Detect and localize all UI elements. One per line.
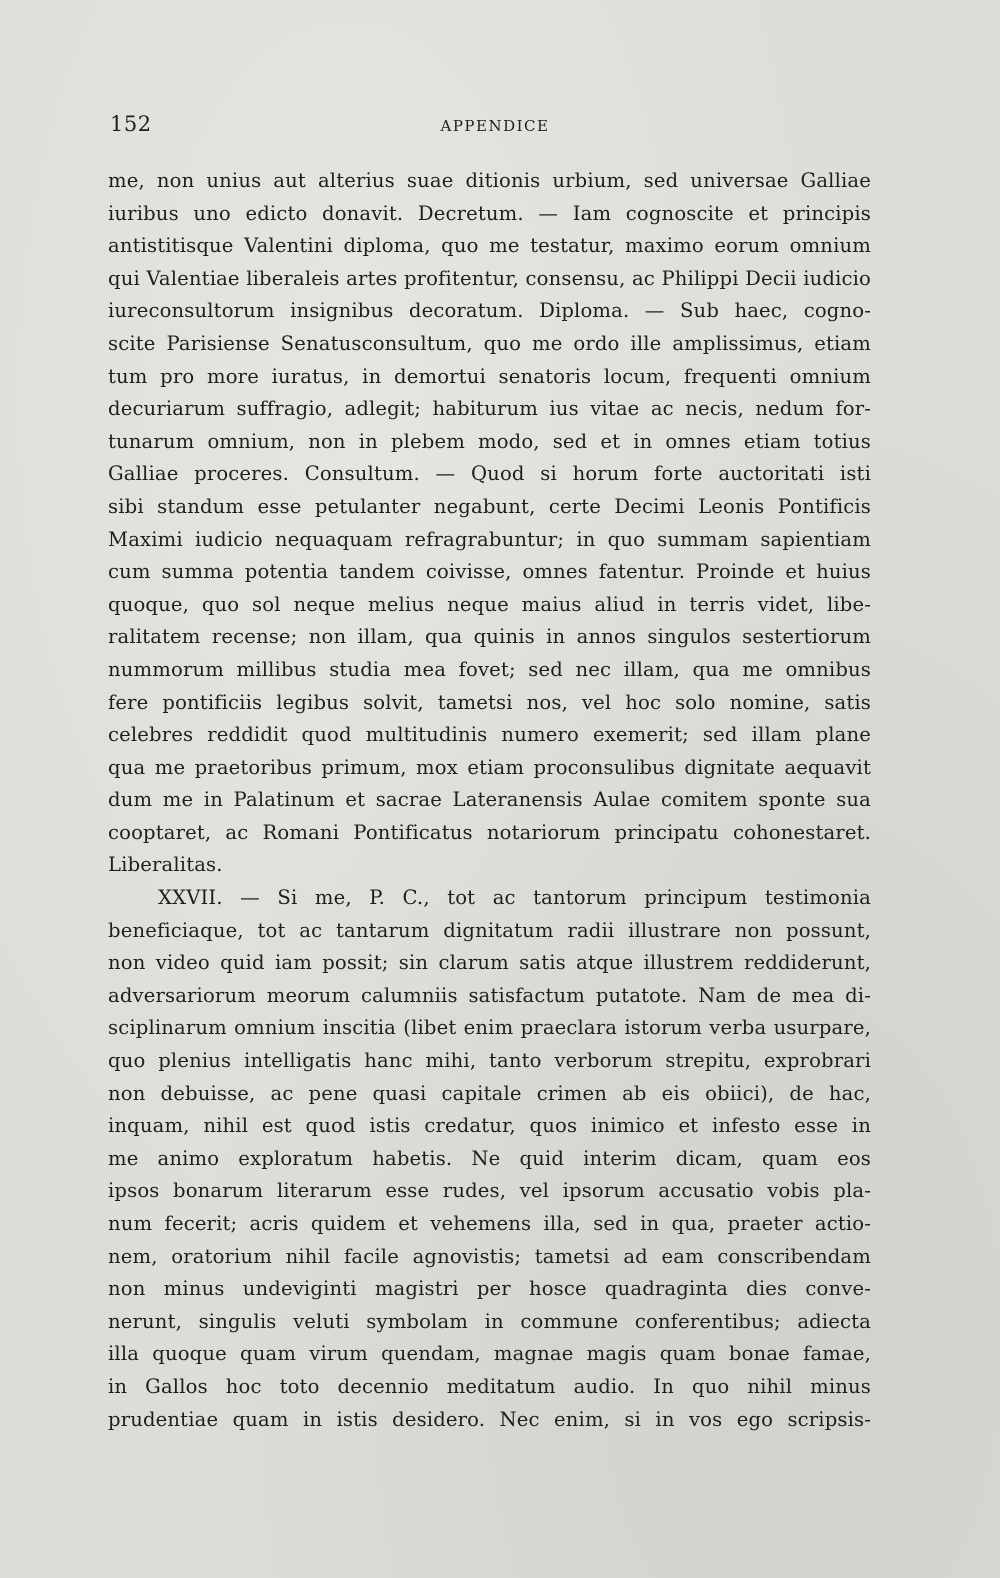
text-line: nummorum millibus studia mea fovet; sed nec illam, qua me omnibus: [108, 657, 871, 681]
text-line: illa quoque quam virum quendam, magnae magis quam bonae famae,: [108, 1342, 871, 1366]
text-line: non debuisse, ac pene quasi capitale crimen ab eis obiici), de hac,: [108, 1081, 871, 1105]
text-line: inquam, nihil est quod istis credatur, quos inimico et infesto esse in: [108, 1114, 871, 1138]
running-head: APPENDICE: [440, 117, 550, 135]
body-text: [108, 165, 871, 1436]
text-line: me animo exploratum habetis. Ne quid interim dicam, quam eos: [108, 1146, 871, 1170]
text-line: tunarum omnium, non in plebem modo, sed et in omnes etiam totius: [108, 429, 871, 453]
text-line: adversariorum meorum calumniis satisfactum putatote. Nam de mea di-: [108, 983, 871, 1007]
text-line: iureconsultorum insignibus decoratum. Diploma. — Sub haec, cogno-: [108, 299, 871, 323]
text-line: nerunt, singulis veluti symbolam in commune conferentibus; adiecta: [108, 1309, 871, 1333]
text-line: Galliae proceres. Consultum. — Quod si horum forte auctoritati isti: [108, 462, 871, 486]
text-line: quo plenius intelligatis hanc mihi, tanto verborum strepitu, exprobrari: [108, 1049, 871, 1073]
text-line: non minus undeviginti magistri per hosce quadraginta dies conve-: [108, 1277, 871, 1301]
text-line: celebres reddidit quod multitudinis numero exemerit; sed illam plane: [108, 723, 871, 747]
page-number: 152: [110, 112, 152, 136]
text-line: in Gallos hoc toto decennio meditatum audio. In quo nihil minus: [108, 1374, 871, 1398]
text-line: scite Parisiense Senatusconsultum, quo me ordo ille amplissimus, etiam: [108, 331, 871, 355]
text-line: qui Valentiae liberaleis artes profitentur, consensu, ac Philippi Decii iudicio: [108, 266, 871, 290]
text-line: nem, oratorium nihil facile agnovistis; tametsi ad eam conscribendam: [108, 1244, 871, 1268]
text-line: fere pontificiis legibus solvit, tametsi nos, vel hoc solo nomine, satis: [108, 690, 871, 714]
text-line: sciplinarum omnium inscitia (libet enim praeclara istorum verba usurpare,: [108, 1016, 871, 1040]
text-line: num fecerit; acris quidem et vehemens illa, sed in qua, praeter actio-: [108, 1212, 871, 1235]
text-line: cooptaret, ac Romani Pontificatus notariorum principatu cohonestaret.: [108, 820, 871, 844]
page-header: [110, 112, 880, 142]
text-line: quoque, quo sol neque melius neque maius aliud in terris videt, libe-: [108, 592, 871, 616]
text-line: prudentiae quam in istis desidero. Nec enim, si in vos ego scripsis-: [108, 1407, 871, 1431]
text-line: sibi standum esse petulanter negabunt, certe Decimi Leonis Pontificis: [108, 494, 871, 518]
text-line: iuribus uno edicto donavit. Decretum. — Iam cognoscite et principis: [108, 201, 871, 225]
text-line: beneficiaque, tot ac tantarum dignitatum radii illustrare non possunt,: [108, 918, 871, 942]
text-line: antistitisque Valentini diploma, quo me testatur, maximo eorum omnium: [108, 234, 871, 258]
section-label: Liberalitas.: [108, 853, 223, 877]
paragraph-start: XXVII. — Si me, P. C., tot ac tantorum principum testimonia: [158, 886, 871, 910]
text-line: me, non unius aut alterius suae ditionis urbium, sed universae Galliae: [108, 169, 871, 192]
text-line: dum me in Palatinum et sacrae Lateranensis Aulae comitem sponte sua: [108, 788, 871, 812]
text-line: Maximi iudicio nequaquam refragrabuntur; in quo summam sapientiam: [108, 527, 871, 551]
text-line: ralitatem recense; non illam, qua quinis in annos singulos sestertiorum: [108, 625, 871, 649]
text-line: ipsos bonarum literarum esse rudes, vel ipsorum accusatio vobis pla-: [108, 1179, 871, 1203]
text-line: non video quid iam possit; sin clarum satis atque illustrem reddiderunt,: [108, 951, 871, 975]
text-line: decuriarum suffragio, adlegit; habiturum ius vitae ac necis, nedum for-: [108, 397, 871, 421]
text-line: cum summa potentia tandem coivisse, omnes fatentur. Proinde et huius: [108, 560, 871, 584]
text-line: tum pro more iuratus, in demortui senatoris locum, frequenti omnium: [108, 364, 871, 388]
text-line: qua me praetoribus primum, mox etiam proconsulibus dignitate aequavit: [108, 755, 871, 779]
